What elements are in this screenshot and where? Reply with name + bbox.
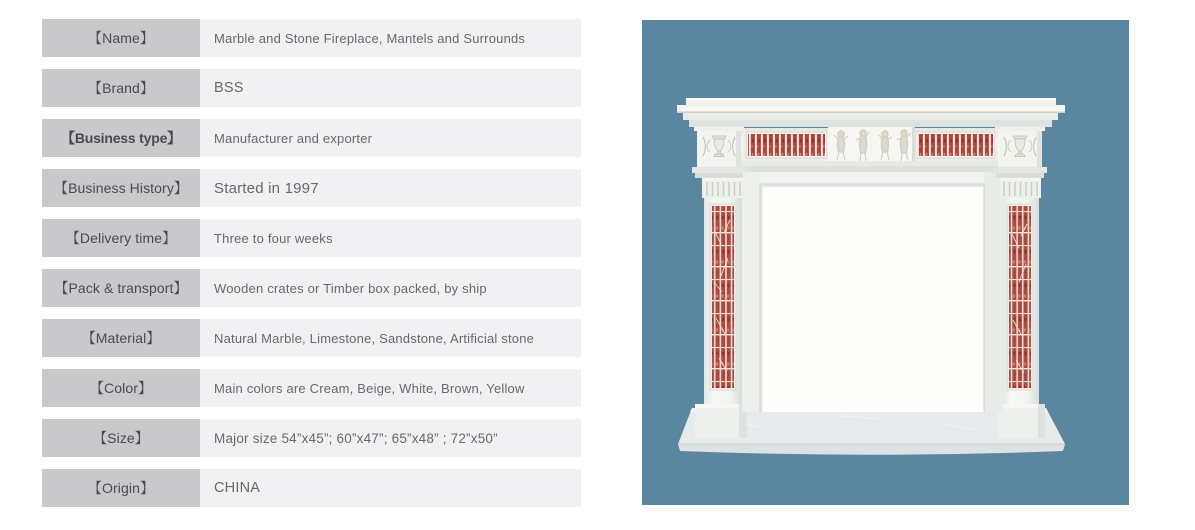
spec-label: 【Name】 [42, 19, 200, 57]
firebox-opening [760, 184, 984, 412]
spec-label: 【Color】 [42, 369, 200, 407]
architrave-molding [737, 161, 1003, 172]
spec-label: 【Size】 [42, 419, 200, 457]
spec-label: 【Pack & transport】 [42, 269, 200, 307]
right-pilaster [1002, 196, 1039, 410]
spec-label: 【Origin】 [42, 469, 200, 507]
spec-row-material [42, 319, 581, 357]
spec-value: Manufacturer and exporter [200, 119, 581, 157]
spec-value: CHINA [200, 469, 581, 507]
spec-row-origin [42, 469, 581, 507]
spec-label: 【Brand】 [42, 69, 200, 107]
right-urn-block [993, 126, 1047, 178]
spec-value: Started in 1997 [200, 169, 581, 207]
spec-row-business-type [42, 119, 581, 157]
spec-row-name [42, 19, 581, 57]
spec-label: 【Material】 [42, 319, 200, 357]
spec-value: BSS [200, 69, 581, 107]
left-pilaster [704, 196, 742, 410]
left-frieze-inlay [748, 134, 825, 156]
spec-row-pack-transport [42, 269, 581, 307]
right-mosaic-inlay [1009, 206, 1031, 388]
left-plinth [695, 404, 747, 438]
product-spec-table [42, 19, 581, 519]
spec-row-color [42, 369, 581, 407]
spec-row-size [42, 419, 581, 457]
spec-row-brand [42, 69, 581, 107]
right-frieze-inlay [917, 134, 993, 156]
spec-value: Major size 54”x45”; 60”x47”; 65”x48” ; 72”x50” [200, 419, 581, 457]
cherub-relief-panel [828, 121, 915, 167]
right-capital [1000, 178, 1041, 198]
spec-label: 【Business type】 [42, 119, 200, 157]
spec-value: Three to four weeks [200, 219, 581, 257]
spec-value: Marble and Stone Fireplace, Mantels and Surrounds [200, 19, 581, 57]
spec-row-business-history [42, 169, 581, 207]
left-urn-block [692, 126, 746, 178]
right-plinth [997, 404, 1045, 438]
product-photo [642, 20, 1129, 505]
left-capital [702, 178, 745, 198]
mantel-shelf [677, 98, 1065, 127]
spec-value: Main colors are Cream, Beige, White, Brown, Yellow [200, 369, 581, 407]
spec-label: 【Delivery time】 [42, 219, 200, 257]
spec-value: Wooden crates or Timber box packed, by ship [200, 269, 581, 307]
fireplace-photo-illustration [642, 20, 1129, 505]
spec-row-delivery-time [42, 219, 581, 257]
spec-value: Natural Marble, Limestone, Sandstone, Artificial stone [200, 319, 581, 357]
fireplace-surround [742, 172, 1003, 412]
spec-label: 【Business History】 [42, 169, 200, 207]
